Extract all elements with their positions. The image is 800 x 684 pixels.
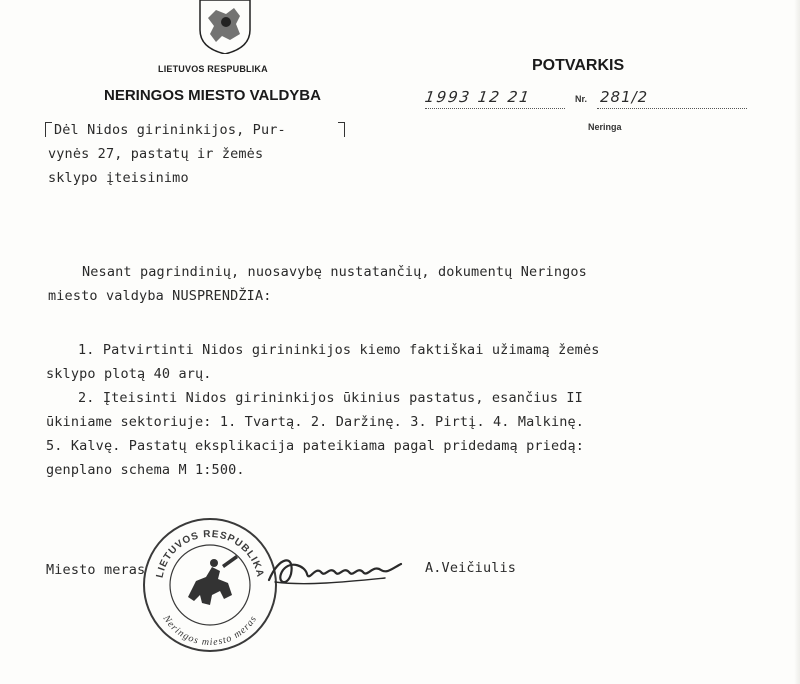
institution-name: NERINGOS MIESTO VALDYBA — [104, 87, 321, 104]
intro-line-1: Nesant pagrindinių, nuosavybę nustatančių, dokumentų Neringos — [82, 264, 587, 280]
knight-emblem-icon — [188, 555, 238, 605]
official-stamp — [140, 515, 280, 655]
item2-line-1: 2. Įteisinti Nidos girininkijos ūkinius pastatus, esančius II — [78, 390, 583, 406]
stamp-top-text: LIETUVOS RESPUBLIKA — [154, 528, 266, 579]
signatory-name: A.Veičiulis — [425, 560, 517, 576]
subject-bracket-right — [338, 122, 345, 137]
city-label: Neringa — [588, 122, 622, 132]
subject-line-2: vynės 27, pastatų ir žemės — [48, 146, 264, 162]
subject-bracket-left — [45, 122, 52, 137]
coat-of-arms-icon — [196, 0, 254, 54]
handwritten-signature — [265, 552, 405, 592]
svg-text:Neringos miesto meras — [160, 613, 260, 649]
date-number-line — [425, 88, 755, 110]
subject-line-3: sklypo įteisinimo — [48, 170, 189, 186]
document-type: POTVARKIS — [532, 57, 625, 74]
number-label: Nr. — [575, 94, 588, 104]
item1-line-1: 1. Patvirtinti Nidos girininkijos kiemo faktiškai užimamą žemės — [78, 342, 600, 358]
intro-line-2: miesto valdyba NUSPRENDŽIA: — [48, 288, 272, 304]
stamp-bottom-text: Neringos miesto meras — [160, 613, 260, 649]
page-edge — [794, 0, 800, 684]
item1-line-2: sklypo plotą 40 arų. — [46, 366, 212, 382]
document-number: 281/2 — [600, 88, 649, 106]
document-date: 1993 12 21 — [423, 88, 533, 106]
signatory-title: Miesto meras — [46, 562, 146, 578]
republic-label: LIETUVOS RESPUBLIKA — [158, 64, 268, 74]
subject-line-1: Dėl Nidos girininkijos, Pur- — [54, 122, 286, 138]
date-underline — [425, 108, 565, 109]
item2-line-3: 5. Kalvę. Pastatų eksplikacija pateikiama pagal pridedamą priedą: — [46, 438, 585, 454]
item2-line-4: genplano schema M 1:500. — [46, 462, 245, 478]
item2-line-2: ūkiniame sektoriuje: 1. Tvartą. 2. Daržinę. 3. Pirtį. 4. Malkinę. — [46, 414, 585, 430]
number-underline — [597, 108, 747, 109]
